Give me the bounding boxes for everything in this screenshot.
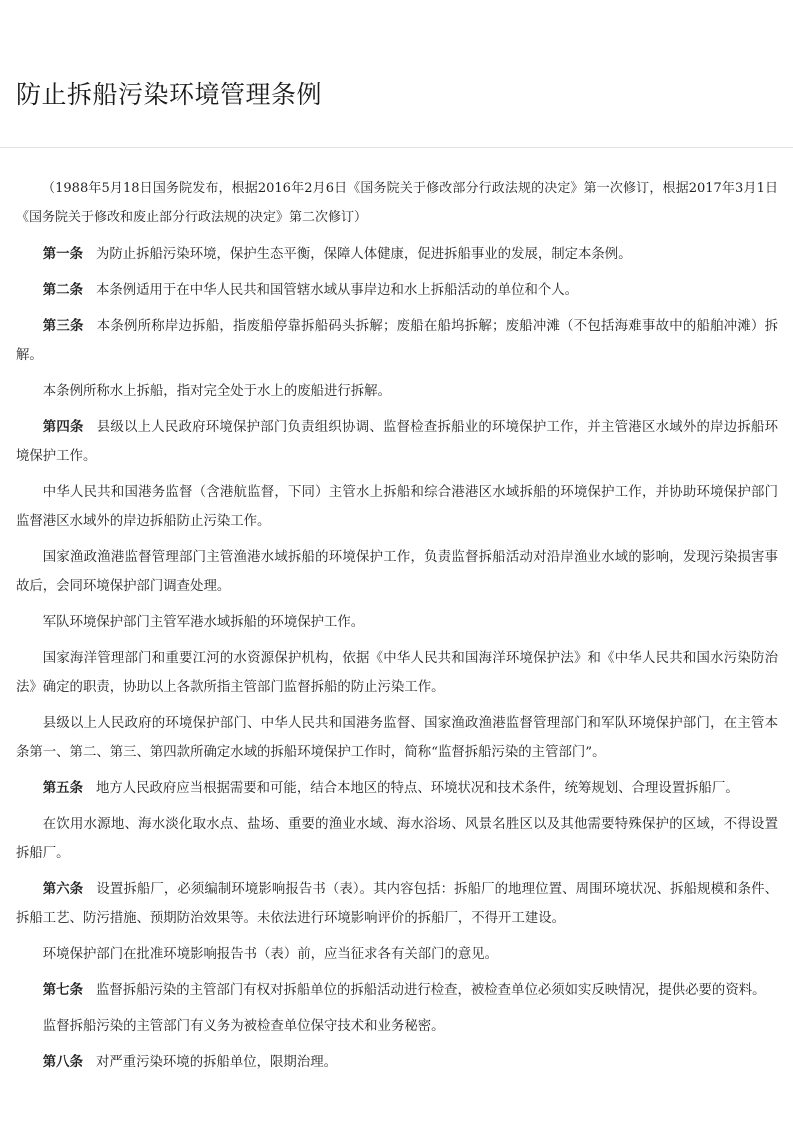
- article-text: 中华人民共和国港务监督（含港航监督，下同）主管水上拆船和综合港港区水域拆船的环境保护工作，并协助环境保护部门监督港区水域外的岸边拆船防止污染工作。: [16, 485, 778, 529]
- article-paragraph: [16, 608, 778, 637]
- article-paragraph: [16, 240, 778, 269]
- article-number: 第二条: [42, 282, 83, 298]
- article-paragraph: [16, 940, 778, 969]
- article-text: 国家海洋管理部门和重要江河的水资源保护机构，依据《中华人民共和国海洋环境保护法》和《中华人民共和国水污染防治法》确定的职责，协助以上各款所指主管部门监督拆船的防止污染工作。: [16, 651, 778, 695]
- article-number: 第四条: [42, 419, 84, 435]
- article-text: 军队环境保护部门主管军港水域拆船的环境保护工作。: [42, 615, 365, 630]
- article-text: 为防止拆船污染环境，保护生态平衡，保障人体健康，促进拆船事业的发展，制定本条例。: [95, 247, 632, 262]
- article-paragraph: [16, 709, 778, 767]
- article-paragraph: [16, 976, 778, 1005]
- document-body: [16, 174, 778, 1084]
- document-title: 防止拆船污染环境管理条例: [16, 80, 323, 109]
- article-text: 对严重污染环境的拆船单位，限期治理。: [95, 1055, 337, 1070]
- article-paragraph: [16, 276, 778, 305]
- article-text: 环境保护部门在批准环境影响报告书（表）前，应当征求各有关部门的意见。: [42, 947, 499, 962]
- preface-paragraph: （1988年5月18日国务院发布，根据2016年2月6日《国务院关于修改部分行政法规的决定》第一次修订，根据2017年3月1日《国务院关于修改和废止部分行政法规的决定》第二次修订）: [16, 181, 778, 225]
- article-text: 本条例适用于在中华人民共和国管辖水域从事岸边和水上拆船活动的单位和个人。: [95, 283, 579, 298]
- article-number: 第一条: [42, 246, 83, 262]
- article-paragraph: [16, 1012, 778, 1041]
- article-paragraph: [16, 875, 778, 933]
- article-paragraph: [16, 644, 778, 702]
- article-list: [16, 240, 778, 1077]
- article-number: 第三条: [42, 318, 84, 334]
- article-text: 设置拆船厂，必须编制环境影响报告书（表）。其内容包括：拆船厂的地理位置、周围环境状况、拆船规模和条件、拆船工艺、防污措施、预期防治效果等。未依法进行环境影响评价的拆船厂，不得开工建设。: [16, 882, 779, 926]
- article-number: 第八条: [42, 1054, 83, 1070]
- article-text: 国家渔政渔港监督管理部门主管渔港水域拆船的环境保护工作，负责监督拆船活动对沿岸渔业水域的影响，发现污染损害事故后，会同环境保护部门调查处理。: [16, 550, 778, 594]
- article-paragraph: [16, 810, 778, 868]
- article-number: 第五条: [42, 780, 83, 796]
- article-text: 地方人民政府应当根据需要和可能，结合本地区的特点、环境状况和技术条件，统筹规划、合理设置拆船厂。: [95, 781, 739, 796]
- article-text: 本条例所称岸边拆船，指废船停靠拆船码头拆解；废船在船坞拆解；废船冲滩（不包括海难事故中的船舶冲滩）拆解。: [16, 319, 779, 363]
- article-paragraph: [16, 543, 778, 601]
- article-text: 本条例所称水上拆船，指对完全处于水上的废船进行拆解。: [42, 384, 391, 399]
- article-paragraph: [16, 312, 778, 370]
- article-text: 县级以上人民政府的环境保护部门、中华人民共和国港务监督、国家渔政渔港监督管理部门和军队环境保护部门，在主管本条第一、第二、第三、第四款所确定水域的拆船环境保护工作时，简称“监督拆船污染的主管部门”。: [16, 716, 778, 760]
- article-text: 在饮用水源地、海水淡化取水点、盐场、重要的渔业水域、海水浴场、风景名胜区以及其他需要特殊保护的区域，不得设置拆船厂。: [16, 817, 778, 861]
- article-paragraph: [16, 413, 778, 471]
- article-text: 监督拆船污染的主管部门有义务为被检查单位保守技术和业务秘密。: [42, 1019, 445, 1034]
- article-paragraph: [16, 774, 778, 803]
- article-paragraph: [16, 478, 778, 536]
- article-paragraph: [16, 1048, 778, 1077]
- article-text: 监督拆船污染的主管部门有权对拆船单位的拆船活动进行检查，被检查单位必须如实反映情况，提供必要的资料。: [95, 983, 766, 998]
- title-divider: [0, 147, 793, 148]
- article-number: 第六条: [42, 881, 84, 897]
- article-number: 第七条: [42, 982, 83, 998]
- article-text: 县级以上人民政府环境保护部门负责组织协调、监督检查拆船业的环境保护工作，并主管港区水域外的岸边拆船环境保护工作。: [16, 420, 779, 464]
- article-paragraph: [16, 377, 778, 406]
